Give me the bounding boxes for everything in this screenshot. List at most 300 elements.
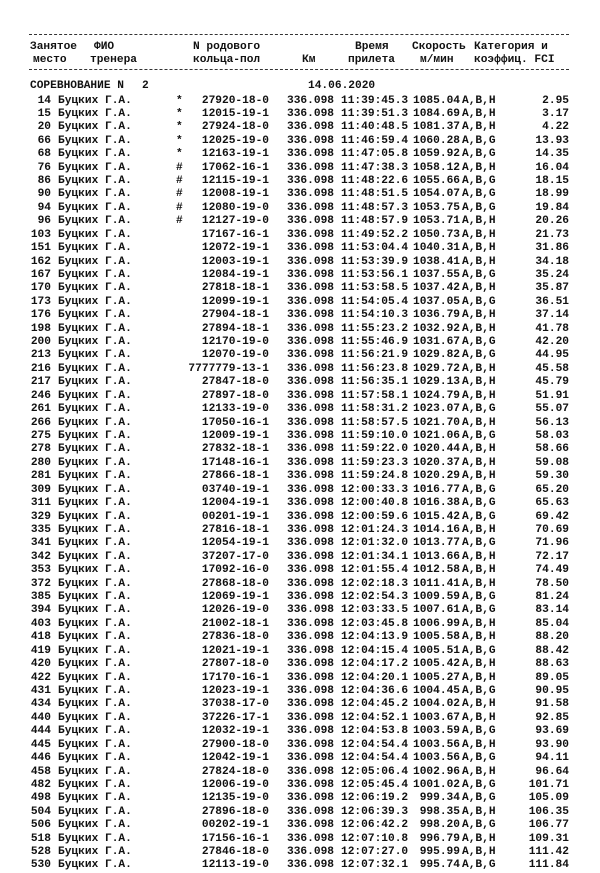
table-row	[0, 604, 600, 617]
speed-cell: 1024.79	[413, 389, 460, 402]
ring-cell: 17167-16-1	[201, 228, 269, 241]
km-cell: 336.098	[287, 228, 334, 241]
fci-cell: 45.79	[535, 376, 569, 389]
time-cell: 12:02:54.3	[341, 591, 409, 604]
time-cell: 12:04:54.4	[341, 738, 409, 751]
name-cell: Буцких Г.А.	[58, 443, 132, 456]
category-cell: A,B,H	[462, 322, 496, 335]
category-cell: A,B,H	[462, 631, 496, 644]
km-cell: 336.098	[287, 523, 334, 536]
speed-cell: 1020.29	[413, 470, 460, 483]
place-cell: 281	[30, 470, 51, 483]
time-cell: 11:54:10.3	[341, 309, 409, 322]
time-cell: 11:55:46.9	[341, 336, 409, 349]
category-cell: A,B,H	[462, 564, 496, 577]
table-row	[0, 349, 600, 362]
km-cell: 336.098	[287, 282, 334, 295]
fci-cell: 106.77	[528, 819, 569, 832]
km-cell: 336.098	[287, 416, 334, 429]
table-row	[0, 336, 600, 349]
table-row	[0, 658, 600, 671]
time-cell: 12:01:55.4	[341, 564, 409, 577]
table-row	[0, 121, 600, 134]
category-cell: A,B,G	[462, 591, 496, 604]
time-cell: 11:59:24.8	[341, 470, 409, 483]
fci-cell: 35.87	[535, 282, 569, 295]
speed-cell: 1032.92	[413, 322, 460, 335]
category-cell: A,B,G	[462, 134, 496, 147]
place-cell: 176	[30, 309, 51, 322]
category-cell: A,B,H	[462, 389, 496, 402]
time-cell: 12:00:33.3	[341, 483, 409, 496]
fci-cell: 88.20	[535, 631, 569, 644]
time-cell: 12:03:33.5	[341, 604, 409, 617]
speed-cell: 1007.61	[413, 604, 460, 617]
name-cell: Буцких Г.А.	[58, 523, 132, 536]
table-row	[0, 511, 600, 524]
ring-cell: 03740-19-1	[201, 483, 269, 496]
place-cell: 311	[30, 497, 51, 510]
speed-cell: 1003.67	[413, 711, 460, 724]
name-cell: Буцких Г.А.	[58, 778, 132, 791]
time-cell: 12:04:45.2	[341, 698, 409, 711]
table-row	[0, 430, 600, 443]
place-cell: 422	[30, 671, 51, 684]
place-cell: 151	[30, 242, 51, 255]
km-cell: 336.098	[287, 738, 334, 751]
speed-cell: 1016.38	[413, 497, 460, 510]
speed-cell: 1020.44	[413, 443, 460, 456]
speed-cell: 1060.28	[413, 134, 460, 147]
category-cell: A,B,G	[462, 188, 496, 201]
mark-cell: #	[176, 215, 183, 228]
fci-cell: 41.78	[535, 322, 569, 335]
speed-cell: 1053.75	[413, 201, 460, 214]
time-cell: 11:46:59.4	[341, 134, 409, 147]
place-cell: 94	[37, 201, 51, 214]
fci-cell: 105.09	[528, 792, 569, 805]
table-row	[0, 846, 600, 859]
ring-cell: 12021-19-1	[201, 644, 269, 657]
name-cell: Буцких Г.А.	[58, 711, 132, 724]
category-cell: A,B,H	[462, 161, 496, 174]
speed-cell: 1085.04	[413, 94, 460, 107]
place-cell: 504	[30, 805, 51, 818]
name-cell: Буцких Г.А.	[58, 792, 132, 805]
table-row	[0, 296, 600, 309]
fci-cell: 90.95	[535, 684, 569, 697]
speed-cell: 1023.07	[413, 403, 460, 416]
category-cell: A,B,H	[462, 376, 496, 389]
place-cell: 213	[30, 349, 51, 362]
ring-cell: 27807-18-0	[201, 658, 269, 671]
ring-cell: 37207-17-0	[201, 550, 269, 563]
name-cell: Буцких Г.А.	[58, 376, 132, 389]
category-cell: A,B,G	[462, 268, 496, 281]
km-cell: 336.098	[287, 188, 334, 201]
ring-cell: 00202-19-1	[201, 819, 269, 832]
ring-cell: 12133-19-0	[201, 403, 269, 416]
speed-cell: 1016.77	[413, 483, 460, 496]
header-name-1: ФИО	[94, 41, 115, 53]
fci-cell: 4.22	[542, 121, 569, 134]
ring-cell: 12042-19-1	[201, 752, 269, 765]
place-cell: 266	[30, 416, 51, 429]
header-place-1: Занятое	[30, 41, 77, 53]
time-cell: 11:53:56.1	[341, 268, 409, 281]
place-cell: 431	[30, 684, 51, 697]
category-cell: A,B,G	[462, 430, 496, 442]
table-row	[0, 148, 600, 161]
place-cell: 353	[30, 564, 51, 577]
fci-cell: 88.42	[535, 644, 569, 657]
km-cell: 336.098	[287, 148, 334, 161]
table-row	[0, 833, 600, 846]
table-row	[0, 819, 600, 832]
header-speed-2: м/мин	[420, 54, 454, 66]
time-cell: 12:00:59.6	[341, 510, 409, 523]
km-cell: 336.098	[287, 134, 334, 147]
table-row	[0, 376, 600, 389]
fci-cell: 93.69	[535, 725, 569, 738]
name-cell: Буцких Г.А.	[58, 658, 132, 671]
name-cell: Буцких Г.А.	[58, 859, 132, 872]
ring-cell: 12025-19-0	[201, 134, 269, 147]
category-cell: A,B,H	[462, 443, 496, 456]
km-cell: 336.098	[287, 564, 334, 577]
fci-cell: 83.14	[535, 604, 569, 617]
time-cell: 11:49:52.2	[341, 228, 409, 241]
name-cell: Буцких Г.А.	[58, 134, 132, 147]
table-row	[0, 537, 600, 550]
ring-cell: 12113-19-0	[201, 859, 269, 872]
place-cell: 167	[30, 268, 51, 281]
name-cell: Буцких Г.А.	[58, 242, 132, 255]
fci-cell: 35.24	[535, 268, 569, 281]
name-cell: Буцких Г.А.	[58, 268, 132, 281]
speed-cell: 1005.58	[413, 631, 460, 644]
category-cell: A,B,H	[462, 577, 496, 590]
table-row	[0, 229, 600, 242]
table-row	[0, 631, 600, 644]
time-cell: 11:39:51.3	[341, 107, 409, 120]
place-cell: 403	[30, 617, 51, 630]
name-cell: Буцких Г.А.	[58, 148, 132, 161]
fci-cell: 106.35	[528, 805, 569, 818]
time-cell: 12:04:54.4	[341, 752, 409, 765]
fci-cell: 16.04	[535, 161, 569, 174]
fci-cell: 58.66	[535, 443, 569, 456]
place-cell: 342	[30, 550, 51, 563]
name-cell: Буцких Г.А.	[58, 604, 132, 617]
category-cell: A,B,G	[462, 510, 496, 523]
fci-cell: 51.91	[535, 389, 569, 402]
fci-cell: 56.13	[535, 416, 569, 429]
time-cell: 11:55:23.2	[341, 322, 409, 335]
name-cell: Буцких Г.А.	[58, 819, 132, 832]
speed-cell: 1029.13	[413, 376, 460, 389]
speed-cell: 1037.55	[413, 268, 460, 281]
name-cell: Буцких Г.А.	[58, 94, 132, 107]
fci-cell: 21.73	[535, 228, 569, 241]
fci-cell: 71.96	[535, 537, 569, 550]
table-row	[0, 524, 600, 537]
time-cell: 11:57:58.1	[341, 389, 409, 402]
name-cell: Буцких Г.А.	[58, 295, 132, 308]
category-cell: A,B,G	[462, 684, 496, 697]
name-cell: Буцких Г.А.	[58, 671, 132, 684]
km-cell: 336.098	[287, 443, 334, 456]
fci-cell: 3.17	[542, 107, 569, 120]
ring-cell: 12115-19-1	[201, 175, 269, 188]
time-cell: 12:02:18.3	[341, 577, 409, 590]
time-cell: 12:05:45.4	[341, 778, 409, 791]
place-cell: 173	[30, 295, 51, 308]
name-cell: Буцких Г.А.	[58, 537, 132, 550]
table-row	[0, 618, 600, 631]
km-cell: 336.098	[287, 242, 334, 255]
time-cell: 11:58:57.5	[341, 416, 409, 429]
km-cell: 336.098	[287, 644, 334, 657]
km-cell: 336.098	[287, 658, 334, 671]
fci-cell: 93.90	[535, 738, 569, 751]
name-cell: Буцких Г.А.	[58, 832, 132, 845]
category-cell: A,B,G	[462, 349, 496, 362]
mark-cell: *	[176, 148, 183, 161]
time-cell: 11:48:51.5	[341, 188, 409, 201]
table-row	[0, 752, 600, 765]
km-cell: 336.098	[287, 107, 334, 120]
km-cell: 336.098	[287, 537, 334, 550]
place-cell: 216	[30, 362, 51, 375]
category-cell: A,B,G	[462, 644, 496, 657]
km-cell: 336.098	[287, 201, 334, 214]
table-row	[0, 591, 600, 604]
place-cell: 261	[30, 403, 51, 416]
place-cell: 170	[30, 282, 51, 295]
time-cell: 12:01:32.0	[341, 537, 409, 550]
name-cell: Буцких Г.А.	[58, 752, 132, 765]
speed-cell: 1054.07	[413, 188, 460, 201]
speed-cell: 1038.41	[413, 255, 460, 268]
table-row	[0, 403, 600, 416]
speed-cell: 1036.79	[413, 309, 460, 322]
place-cell: 518	[30, 832, 51, 845]
km-cell: 336.098	[287, 859, 334, 872]
fci-cell: 34.18	[535, 255, 569, 268]
ring-cell: 27847-18-0	[201, 376, 269, 389]
table-row	[0, 484, 600, 497]
header-place-2: место	[33, 54, 67, 66]
name-cell: Буцких Г.А.	[58, 684, 132, 697]
category-cell: A,B,G	[462, 403, 496, 416]
fci-cell: 85.04	[535, 617, 569, 630]
ring-cell: 12003-19-1	[201, 255, 269, 268]
place-cell: 217	[30, 376, 51, 389]
fci-cell: 55.07	[535, 403, 569, 416]
speed-cell: 1015.42	[413, 510, 460, 523]
ring-cell: 12072-19-1	[201, 242, 269, 255]
category-cell: A,B,G	[462, 819, 496, 832]
category-cell: A,B,H	[462, 362, 496, 375]
name-cell: Буцких Г.А.	[58, 215, 132, 228]
time-cell: 12:04:13.9	[341, 631, 409, 644]
name-cell: Буцких Г.А.	[58, 430, 132, 442]
ring-cell: 27897-18-0	[201, 389, 269, 402]
header-name-2: тренера	[90, 54, 137, 66]
name-cell: Буцких Г.А.	[58, 309, 132, 322]
place-cell: 278	[30, 443, 51, 456]
name-cell: Буцких Г.А.	[58, 644, 132, 657]
category-cell: A,B,H	[462, 309, 496, 322]
time-cell: 11:39:45.3	[341, 94, 409, 107]
category-cell: A,B,H	[462, 416, 496, 429]
name-cell: Буцких Г.А.	[58, 161, 132, 174]
place-cell: 329	[30, 510, 51, 523]
ring-cell: 12054-19-1	[201, 537, 269, 550]
name-cell: Буцких Г.А.	[58, 846, 132, 859]
fci-cell: 92.85	[535, 711, 569, 724]
name-cell: Буцких Г.А.	[58, 550, 132, 563]
time-cell: 11:56:21.9	[341, 349, 409, 362]
category-cell: A,B,G	[462, 483, 496, 496]
ring-cell: 27824-18-0	[201, 765, 269, 778]
km-cell: 336.098	[287, 631, 334, 644]
time-cell: 12:04:15.4	[341, 644, 409, 657]
speed-cell: 1040.31	[413, 242, 460, 255]
place-cell: 90	[37, 188, 51, 201]
name-cell: Буцких Г.А.	[58, 510, 132, 523]
place-cell: 394	[30, 604, 51, 617]
category-cell: A,B,H	[462, 698, 496, 711]
name-cell: Буцких Г.А.	[58, 456, 132, 469]
table-row	[0, 363, 600, 376]
place-cell: 66	[37, 134, 51, 147]
table-row	[0, 779, 600, 792]
place-cell: 103	[30, 228, 51, 241]
header-category-2: коэффиц. FCI	[474, 54, 555, 66]
table-row	[0, 859, 600, 872]
fci-cell: 94.11	[535, 752, 569, 765]
fci-cell: 59.30	[535, 470, 569, 483]
category-cell: A,B,G	[462, 537, 496, 550]
fci-cell: 72.17	[535, 550, 569, 563]
time-cell: 11:40:48.5	[341, 121, 409, 134]
competition-label: СОРЕВНОВАНИЕ N	[30, 80, 124, 92]
time-cell: 11:58:31.2	[341, 403, 409, 416]
place-cell: 434	[30, 698, 51, 711]
category-cell: A,B,H	[462, 121, 496, 134]
ring-cell: 12032-19-1	[201, 725, 269, 738]
fci-cell: 111.84	[528, 859, 569, 872]
speed-cell: 1084.69	[413, 107, 460, 120]
time-cell: 12:04:53.8	[341, 725, 409, 738]
km-cell: 336.098	[287, 617, 334, 630]
place-cell: 506	[30, 819, 51, 832]
time-cell: 11:54:05.4	[341, 295, 409, 308]
name-cell: Буцких Г.А.	[58, 389, 132, 402]
speed-cell: 1058.12	[413, 161, 460, 174]
table-row	[0, 95, 600, 108]
fci-cell: 18.15	[535, 175, 569, 188]
name-cell: Буцких Г.А.	[58, 698, 132, 711]
km-cell: 336.098	[287, 483, 334, 496]
fci-cell: 89.05	[535, 671, 569, 684]
fci-cell: 31.86	[535, 242, 569, 255]
km-cell: 336.098	[287, 805, 334, 818]
name-cell: Буцких Г.А.	[58, 805, 132, 818]
header-category-1: Категория и	[474, 41, 548, 53]
fci-cell: 36.51	[535, 295, 569, 308]
table-row	[0, 806, 600, 819]
header-km: Км	[302, 54, 316, 66]
km-cell: 336.098	[287, 322, 334, 335]
place-cell: 86	[37, 175, 51, 188]
table-row	[0, 470, 600, 483]
ring-cell: 7777779-13-1	[188, 362, 269, 375]
speed-cell: 999.34	[419, 792, 460, 805]
fci-cell: 109.31	[528, 832, 569, 845]
km-cell: 336.098	[287, 510, 334, 523]
fci-cell: 13.93	[535, 134, 569, 147]
ring-cell: 12070-19-0	[201, 349, 269, 362]
table-row	[0, 390, 600, 403]
place-cell: 309	[30, 483, 51, 496]
ring-cell: 12170-19-0	[201, 336, 269, 349]
place-cell: 419	[30, 644, 51, 657]
speed-cell: 995.74	[419, 859, 460, 872]
competition-number: 2	[142, 80, 149, 92]
table-row	[0, 672, 600, 685]
speed-cell: 1081.37	[413, 121, 460, 134]
fci-cell: 91.58	[535, 698, 569, 711]
speed-cell: 1055.66	[413, 175, 460, 188]
mark-cell: *	[176, 107, 183, 120]
table-row	[0, 792, 600, 805]
place-cell: 96	[37, 215, 51, 228]
name-cell: Буцких Г.А.	[58, 564, 132, 577]
category-cell: A,B,G	[462, 336, 496, 349]
mark-cell: *	[176, 121, 183, 134]
ring-cell: 21002-18-1	[201, 617, 269, 630]
km-cell: 336.098	[287, 295, 334, 308]
speed-cell: 1003.56	[413, 752, 460, 765]
ring-cell: 12135-19-0	[201, 792, 269, 805]
name-cell: Буцких Г.А.	[58, 336, 132, 349]
place-cell: 528	[30, 846, 51, 859]
category-cell: A,B,G	[462, 295, 496, 308]
km-cell: 336.098	[287, 550, 334, 563]
km-cell: 336.098	[287, 349, 334, 362]
top-divider	[29, 34, 569, 35]
fci-cell: 81.24	[535, 591, 569, 604]
km-cell: 336.098	[287, 497, 334, 510]
fci-cell: 88.63	[535, 658, 569, 671]
name-cell: Буцких Г.А.	[58, 403, 132, 416]
ring-cell: 12009-19-1	[201, 430, 269, 442]
fci-cell: 65.63	[535, 497, 569, 510]
category-cell: A,B,H	[462, 738, 496, 751]
place-cell: 275	[30, 430, 51, 442]
km-cell: 336.098	[287, 268, 334, 281]
place-cell: 198	[30, 322, 51, 335]
table-row	[0, 242, 600, 255]
ring-cell: 27832-18-1	[201, 443, 269, 456]
mark-cell: #	[176, 175, 183, 188]
name-cell: Буцких Г.А.	[58, 416, 132, 429]
category-cell: A,B,G	[462, 175, 496, 188]
ring-cell: 12008-19-1	[201, 188, 269, 201]
